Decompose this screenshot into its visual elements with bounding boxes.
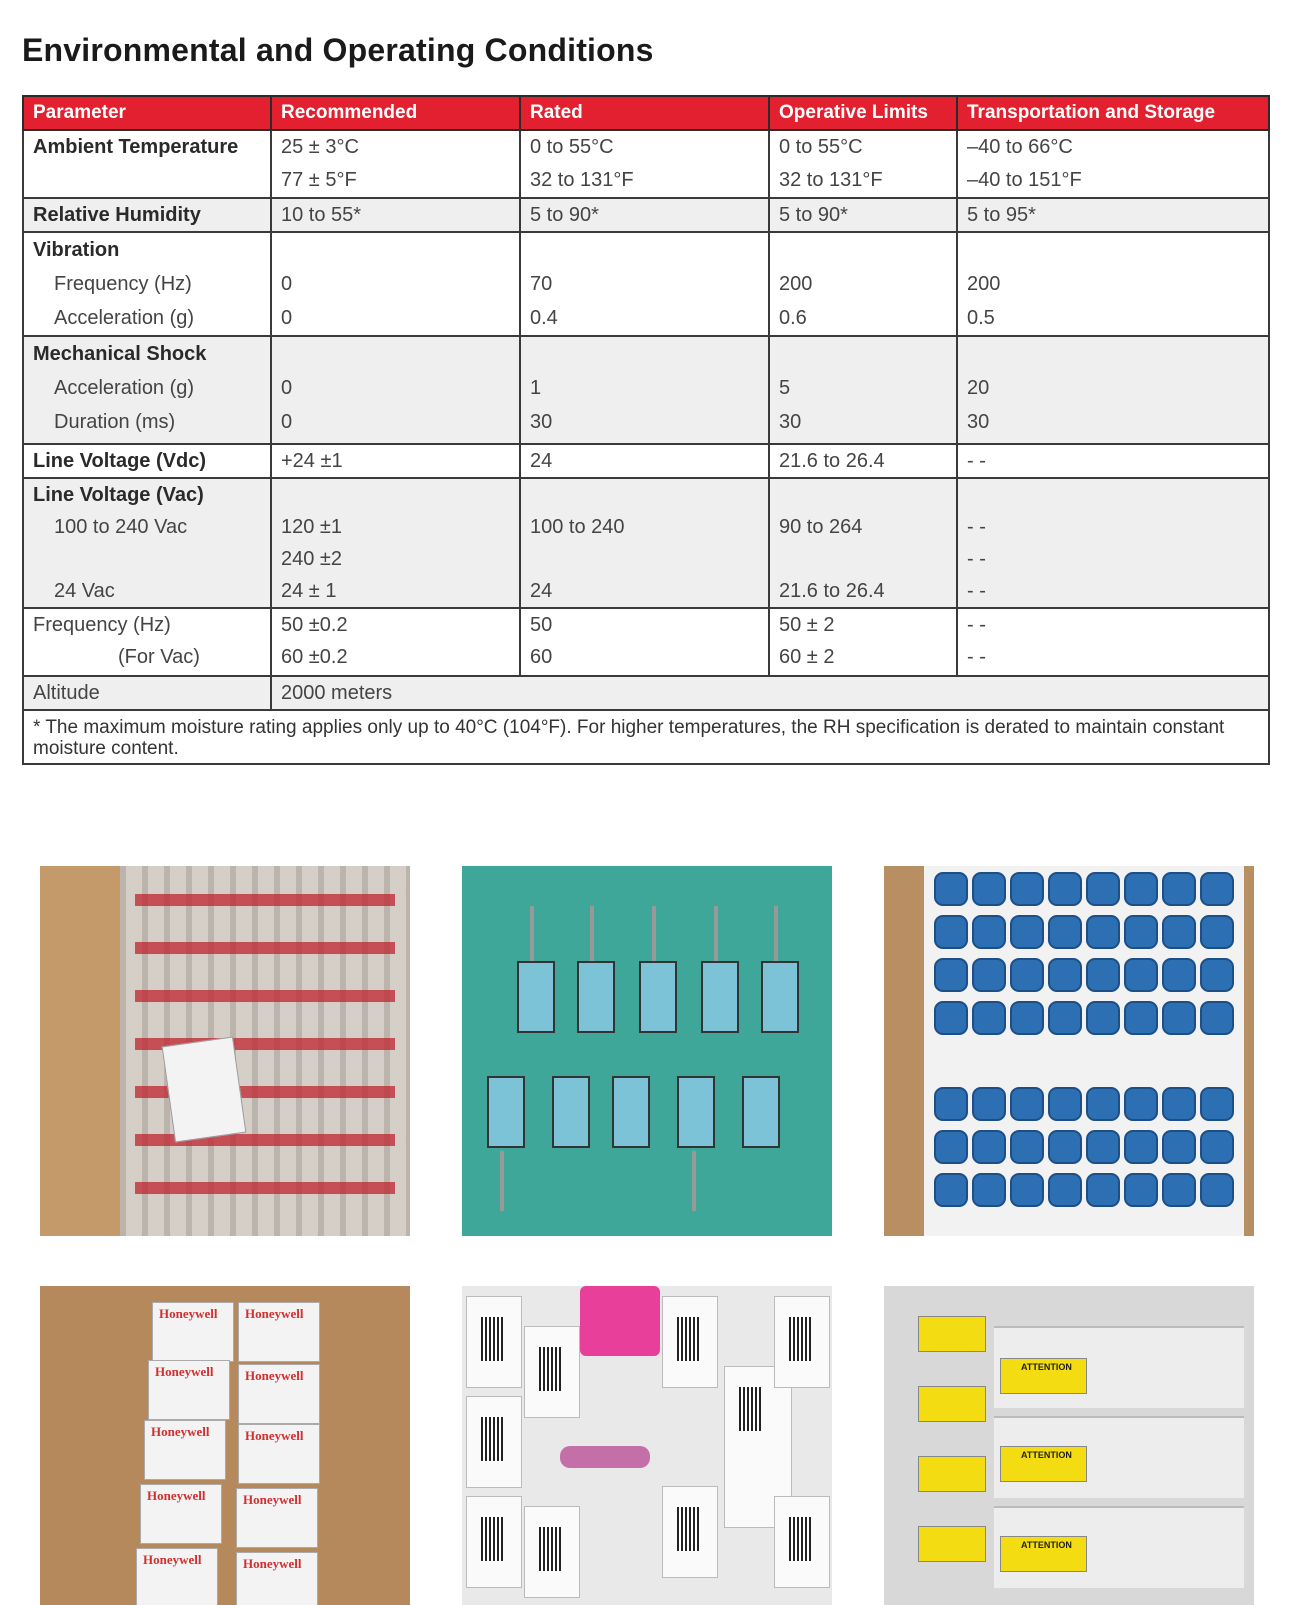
blue-connector: [1048, 915, 1082, 949]
blue-connector: [1048, 872, 1082, 906]
blue-connector: [1162, 1001, 1196, 1035]
table-header-row: [23, 96, 1269, 130]
attention-text: ATTENTION: [1021, 1362, 1072, 1372]
packing-slip: [162, 1036, 247, 1142]
row-altitude: [23, 676, 1269, 710]
blue-connector: [1200, 915, 1234, 949]
cell-value: 24 ± 1: [281, 580, 337, 602]
blue-connector: [1124, 1130, 1158, 1164]
cell-value: 240 ±2: [281, 548, 343, 570]
param-label: Altitude: [33, 682, 100, 704]
barcode: [481, 1517, 503, 1561]
blue-connector: [1162, 1087, 1196, 1121]
photo-attention-labels: [884, 1286, 1254, 1605]
cell-value: 200: [967, 273, 1001, 295]
blue-connector: [934, 958, 968, 992]
blue-connector: [1162, 872, 1196, 906]
attention-label: [1000, 1536, 1087, 1572]
cell-value: 0: [281, 377, 293, 399]
product-box: [238, 1424, 320, 1484]
attention-label: [918, 1316, 986, 1352]
cell-value: - -: [967, 516, 986, 538]
cell-value: 0.6: [779, 307, 807, 329]
blue-connector: [1010, 1087, 1044, 1121]
cell-value: 0: [281, 411, 293, 433]
conditions-table: [22, 95, 1270, 765]
sub-label: Frequency (Hz): [54, 273, 192, 295]
cell-value: 21.6 to 26.4: [779, 450, 885, 472]
cell-value: 50 ±0.2: [281, 614, 348, 636]
blue-connector: [1162, 958, 1196, 992]
limit-switch: [742, 1076, 780, 1148]
blue-connector: [934, 915, 968, 949]
box-brand: Honeywell: [245, 1428, 304, 1443]
blue-connector: [1086, 1087, 1120, 1121]
cell-value: 0: [281, 307, 293, 329]
blue-connector: [1124, 1173, 1158, 1207]
attention-label: [1000, 1446, 1087, 1482]
cell-value: 60 ± 2: [779, 646, 835, 668]
product-box: [238, 1364, 320, 1424]
blue-connector: [934, 1173, 968, 1207]
blue-connector: [1086, 1001, 1120, 1035]
barcode: [539, 1527, 561, 1571]
sleeve-box: [466, 1396, 522, 1488]
blue-connector: [972, 1130, 1006, 1164]
blue-connector: [1124, 1087, 1158, 1121]
photo-blue-connectors: [884, 866, 1254, 1236]
box-brand: Honeywell: [243, 1492, 302, 1507]
switch-rod: [500, 1151, 504, 1211]
blue-connector: [1010, 1001, 1044, 1035]
cell-value: 90 to 264: [779, 516, 863, 538]
cell-value: 5: [779, 377, 791, 399]
blue-connector: [1010, 958, 1044, 992]
sleeve-box: [774, 1296, 830, 1388]
header-transport-storage: Transportation and Storage: [957, 96, 1269, 130]
row-line-voltage-vac: [23, 478, 1269, 608]
blue-connector: [1124, 958, 1158, 992]
barcode: [789, 1517, 811, 1561]
switch-rod: [530, 906, 534, 966]
photo-limit-switches: [462, 866, 832, 1236]
cell-value: –40 to 151°F: [967, 169, 1082, 191]
product-box: [144, 1420, 226, 1480]
barcode: [539, 1347, 561, 1391]
header-operative-limits: Operative Limits: [769, 96, 957, 130]
blue-connector: [1086, 958, 1120, 992]
blue-connector: [972, 958, 1006, 992]
barcode: [481, 1317, 503, 1361]
box-brand: Honeywell: [243, 1556, 302, 1571]
header-rated: Rated: [520, 96, 769, 130]
product-box: [236, 1552, 318, 1605]
product-box: [148, 1360, 230, 1420]
cell-value: 25 ± 3°C: [281, 136, 359, 158]
product-box: [152, 1302, 234, 1362]
cell-value: 0: [281, 273, 293, 295]
product-box: [140, 1484, 222, 1544]
header-recommended: Recommended: [271, 96, 520, 130]
switch-rod: [774, 906, 778, 966]
row-mechanical-shock: [23, 336, 1269, 444]
barcode: [789, 1317, 811, 1361]
limit-switch: [701, 961, 739, 1033]
sub-label: Duration (ms): [54, 411, 176, 433]
blue-connector: [1010, 1173, 1044, 1207]
photo-barcode-sleeves: [462, 1286, 832, 1605]
cell-value: 30: [967, 411, 990, 433]
cell-value: 60: [530, 646, 553, 668]
cell-value: 2000 meters: [281, 682, 393, 704]
cell-value: 0.4: [530, 307, 558, 329]
product-box: [236, 1488, 318, 1548]
blue-connector: [934, 1130, 968, 1164]
blue-connector: [1200, 1173, 1234, 1207]
blue-connector: [1200, 1087, 1234, 1121]
cell-value: 50: [530, 614, 553, 636]
param-label: Vibration: [33, 239, 120, 261]
cell-value: - -: [967, 646, 986, 668]
cell-value: 30: [779, 411, 802, 433]
limit-switch: [677, 1076, 715, 1148]
cell-value: 24: [530, 580, 553, 602]
param-label: Frequency (Hz): [33, 614, 171, 636]
box-brand: Honeywell: [151, 1424, 210, 1439]
product-box: [136, 1548, 218, 1605]
row-ambient-temperature: [23, 130, 1269, 198]
blue-connector: [1162, 1130, 1196, 1164]
barcode: [677, 1507, 699, 1551]
cell-value: - -: [967, 548, 986, 570]
param-label: Line Voltage (Vdc): [33, 450, 206, 472]
header-parameter: Parameter: [23, 96, 271, 130]
blue-connector: [972, 872, 1006, 906]
cell-value: 77 ± 5°F: [281, 169, 357, 191]
limit-switch: [487, 1076, 525, 1148]
sub-label: 24 Vac: [54, 580, 115, 602]
cell-value: 120 ±1: [281, 516, 343, 538]
sleeve-box: [524, 1326, 580, 1418]
cell-value: 20: [967, 377, 990, 399]
cell-value: 70: [530, 273, 553, 295]
switch-rod: [714, 906, 718, 966]
blue-connector: [1200, 1001, 1234, 1035]
blue-connector: [934, 1001, 968, 1035]
blue-connector: [1086, 872, 1120, 906]
sleeve-box: [466, 1496, 522, 1588]
sleeve-box: [662, 1486, 718, 1578]
blue-connector: [1048, 958, 1082, 992]
row-relative-humidity: [23, 198, 1269, 232]
attention-text: ATTENTION: [1021, 1540, 1072, 1550]
blue-connector: [1048, 1173, 1082, 1207]
photo-boxed-trays: [40, 866, 410, 1236]
page-title: Environmental and Operating Conditions: [22, 32, 654, 68]
blue-connector: [1162, 1173, 1196, 1207]
cell-value: 50 ± 2: [779, 614, 835, 636]
blue-connector: [1200, 1130, 1234, 1164]
cell-value: 5 to 90*: [779, 204, 848, 226]
blue-connector: [972, 1001, 1006, 1035]
barcode: [677, 1317, 699, 1361]
sleeve-box: [662, 1296, 718, 1388]
sub-label: 100 to 240 Vac: [54, 516, 188, 538]
attention-label: [1000, 1358, 1087, 1394]
sub-label: (For Vac): [118, 646, 200, 668]
switch-rod: [652, 906, 656, 966]
sleeve-box: [524, 1506, 580, 1598]
sleeve-box: [774, 1496, 830, 1588]
blue-connector: [1048, 1130, 1082, 1164]
switch-rod: [590, 906, 594, 966]
product-box: [238, 1302, 320, 1362]
box-brand: Honeywell: [147, 1488, 206, 1503]
box-brand: Honeywell: [143, 1552, 202, 1567]
cell-value: 5 to 95*: [967, 204, 1036, 226]
sub-label: Acceleration (g): [54, 307, 195, 329]
param-label: Line Voltage (Vac): [33, 484, 204, 506]
blue-connector: [1010, 1130, 1044, 1164]
param-label: Ambient Temperature: [33, 136, 239, 158]
cell-value: - -: [967, 614, 986, 636]
sleeve-box: [466, 1296, 522, 1388]
param-label: Relative Humidity: [33, 204, 201, 226]
cell-value: 0 to 55°C: [530, 136, 614, 158]
box-brand: Honeywell: [245, 1306, 304, 1321]
blue-connector: [1200, 872, 1234, 906]
blue-connector: [1048, 1087, 1082, 1121]
cell-value: –40 to 66°C: [967, 136, 1073, 158]
blue-connector: [1086, 1130, 1120, 1164]
cell-value: 1: [530, 377, 542, 399]
switch-rod: [692, 1151, 696, 1211]
footnote: * The maximum moisture rating applies only up to 40°C (104°F). For higher temperatures, the RH specification is derated to maintain constant moisture content.: [23, 710, 1269, 764]
barcode: [481, 1417, 503, 1461]
cell-value: 10 to 55*: [281, 204, 362, 226]
cell-value: 21.6 to 26.4: [779, 580, 885, 602]
param-label: Mechanical Shock: [33, 343, 207, 365]
row-frequency: [23, 608, 1269, 676]
blue-connector: [1200, 958, 1234, 992]
cell-value: 0 to 55°C: [779, 136, 863, 158]
attention-label: [918, 1456, 986, 1492]
blue-connector: [1086, 915, 1120, 949]
limit-switch: [761, 961, 799, 1033]
blue-connector: [934, 872, 968, 906]
limit-switch: [517, 961, 555, 1033]
row-footnote: [23, 710, 1269, 764]
cell-value: 100 to 240: [530, 516, 625, 538]
pressure-sensor: [560, 1446, 650, 1468]
blue-connector: [1162, 915, 1196, 949]
sub-label: Acceleration (g): [54, 377, 195, 399]
box-brand: Honeywell: [155, 1364, 214, 1379]
cell-value: 60 ±0.2: [281, 646, 348, 668]
blue-connector: [1124, 1001, 1158, 1035]
blue-connector: [972, 1173, 1006, 1207]
cell-value: 5 to 90*: [530, 204, 599, 226]
cell-value: 30: [530, 411, 553, 433]
row-vibration: [23, 232, 1269, 336]
box-brand: Honeywell: [245, 1368, 304, 1383]
cell-value: 200: [779, 273, 813, 295]
blue-connector: [934, 1087, 968, 1121]
attention-text: ATTENTION: [1021, 1450, 1072, 1460]
limit-switch: [639, 961, 677, 1033]
cell-value: 32 to 131°F: [779, 169, 883, 191]
limit-switch: [577, 961, 615, 1033]
pink-foam: [580, 1286, 660, 1356]
blue-connector: [1124, 872, 1158, 906]
barcode: [739, 1387, 761, 1431]
blue-connector: [1010, 872, 1044, 906]
cell-value: +24 ±1: [281, 450, 343, 472]
photo-honeywell-boxes: [40, 1286, 410, 1605]
row-line-voltage-vdc: [23, 444, 1269, 478]
blue-connector: [1010, 915, 1044, 949]
cell-value: - -: [967, 580, 986, 602]
blue-connector: [1124, 915, 1158, 949]
blue-connector: [1048, 1001, 1082, 1035]
cell-value: 24: [530, 450, 553, 472]
attention-label: [918, 1526, 986, 1562]
blue-connector: [1086, 1173, 1120, 1207]
cell-value: 32 to 131°F: [530, 169, 634, 191]
blue-connector: [972, 915, 1006, 949]
attention-label: [918, 1386, 986, 1422]
blue-connector: [972, 1087, 1006, 1121]
limit-switch: [552, 1076, 590, 1148]
box-brand: Honeywell: [159, 1306, 218, 1321]
cell-value: - -: [967, 450, 986, 472]
cell-value: 0.5: [967, 307, 995, 329]
limit-switch: [612, 1076, 650, 1148]
